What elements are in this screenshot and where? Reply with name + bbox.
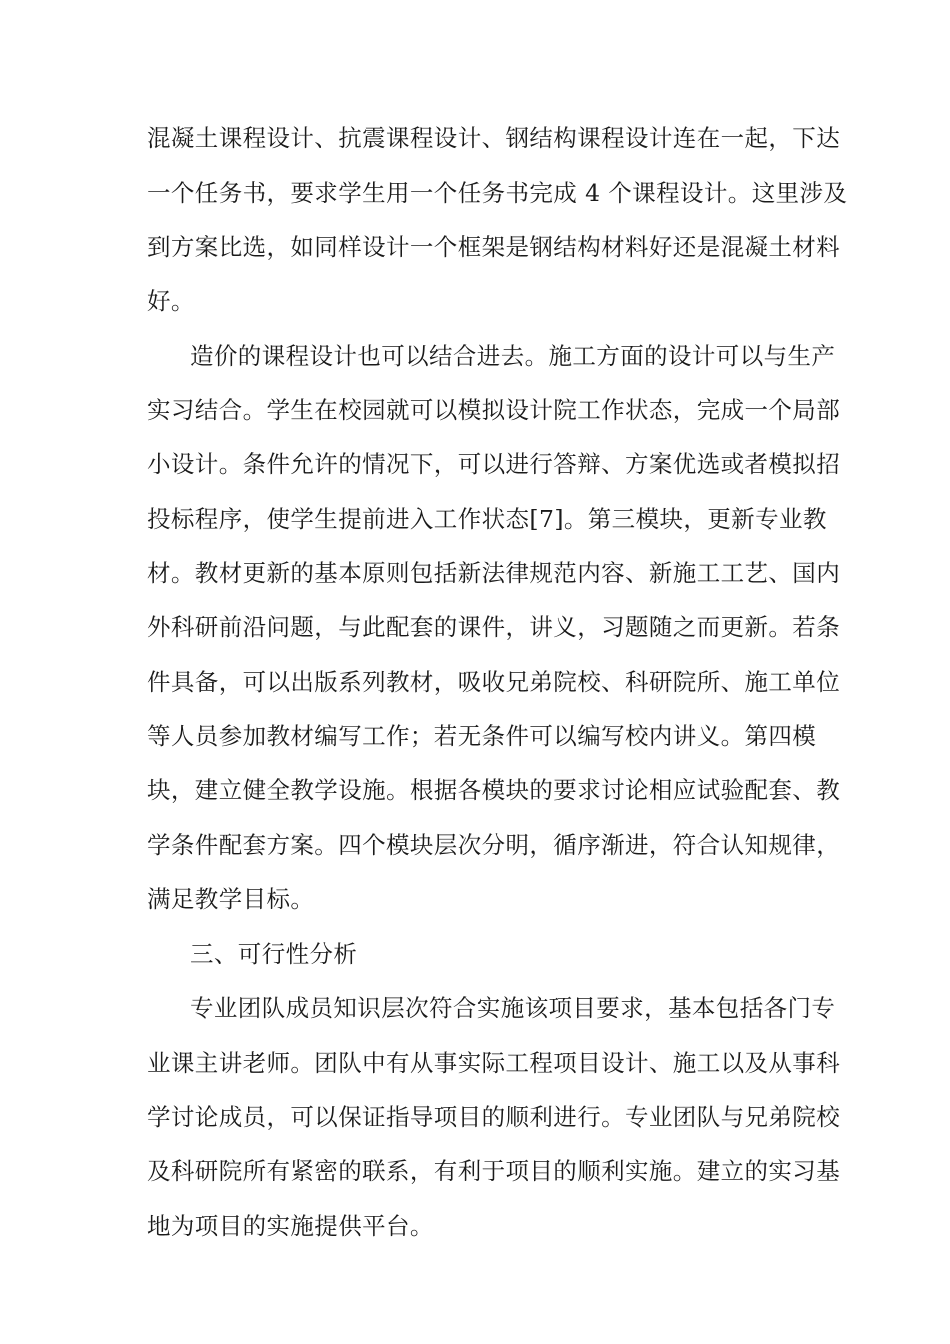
paragraph-1-line-2: 一个任务书，要求学生用一个任务书完成 4 个课程设计。这里涉及 xyxy=(147,179,848,207)
paragraph-3-line-4: 及科研院所有紧密的联系，有利于项目的顺利实施。建立的实习基 xyxy=(147,1157,841,1185)
paragraph-2-line-6: 外科研前沿问题，与此配套的课件，讲义，习题随之而更新。若条 xyxy=(147,613,841,641)
paragraph-2-line-10: 学条件配套方案。四个模块层次分明，循序渐进，符合认知规律， xyxy=(147,831,841,859)
paragraph-2-line-3: 小设计。条件允许的情况下，可以进行答辩、方案优选或者模拟招 xyxy=(147,450,841,478)
paragraph-3-line-2: 业课主讲老师。团队中有从事实际工程项目设计、施工以及从事科 xyxy=(147,1049,841,1077)
paragraph-2-line-7: 件具备，可以出版系列教材，吸收兄弟院校、科研院所、施工单位 xyxy=(147,668,841,696)
paragraph-3-line-3: 学讨论成员，可以保证指导项目的顺利进行。专业团队与兄弟院校 xyxy=(147,1103,841,1131)
paragraph-2-line-1: 造价的课程设计也可以结合进去。施工方面的设计可以与生产 xyxy=(190,342,836,370)
paragraph-3-line-5: 地为项目的实施提供平台。 xyxy=(147,1212,434,1240)
paragraph-2-line-8: 等人员参加教材编写工作；若无条件可以编写校内讲义。第四模 xyxy=(147,722,817,750)
paragraph-2-line-9: 块，建立健全教学设施。根据各模块的要求讨论相应试验配套、教 xyxy=(147,776,841,804)
paragraph-2-line-11: 满足教学目标。 xyxy=(147,885,315,913)
paragraph-1-line-3: 到方案比选，如同样设计一个框架是钢结构材料好还是混凝土材料 xyxy=(147,233,841,261)
paragraph-2-line-5: 材。教材更新的基本原则包括新法律规范内容、新施工工艺、国内 xyxy=(147,559,841,587)
paragraph-1-line-1: 混凝土课程设计、抗震课程设计、钢结构课程设计连在一起，下达 xyxy=(147,124,841,152)
paragraph-2-line-4: 投标程序，使学生提前进入工作状态[7]。第三模块，更新专业教 xyxy=(147,505,827,533)
paragraph-1-line-4: 好。 xyxy=(147,287,195,315)
section-heading: 三、可行性分析 xyxy=(190,940,358,968)
paragraph-2-line-2: 实习结合。学生在校园就可以模拟设计院工作状态，完成一个局部 xyxy=(147,396,841,424)
paragraph-3-line-1: 专业团队成员知识层次符合实施该项目要求，基本包括各门专 xyxy=(190,994,836,1022)
